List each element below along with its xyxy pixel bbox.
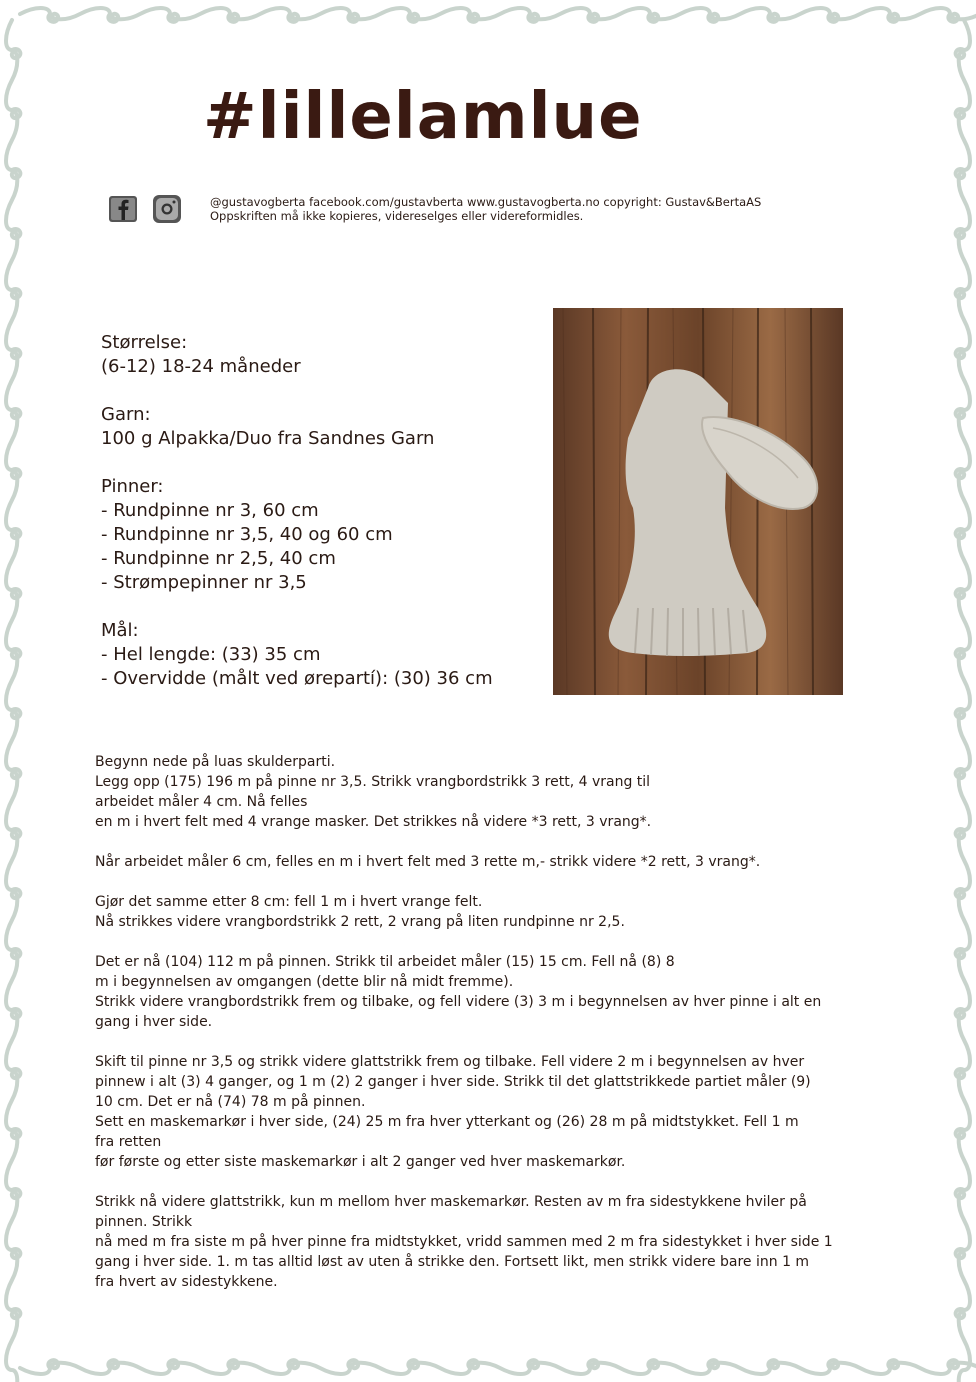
yarn-block <box>101 403 493 451</box>
instruction-line: fra retten <box>95 1134 162 1150</box>
instruction-line: Strikk videre vrangbordstrikk frem og tilbake, og fell videre (3) 3 m i begynnelsen av hver pinne i alt en <box>95 994 822 1010</box>
instruction-line: en m i hvert felt med 4 vrange masker. Det strikkes nå videre *3 rett, 3 vrang*. <box>95 814 652 830</box>
yarn-label: Garn: <box>101 404 151 425</box>
instruction-line: arbeidet måler 4 cm. Nå felles <box>95 794 308 810</box>
size-value: (6-12) 18-24 måneder <box>101 356 301 377</box>
instruction-line: Legg opp (175) 196 m på pinne nr 3,5. Strikk vrangbordstrikk 3 rett, 4 vrang til <box>95 774 651 790</box>
instruction-paragraph <box>95 1052 885 1172</box>
instruction-line: pinnen. Strikk <box>95 1214 193 1230</box>
measures-label: Mål: <box>101 620 139 641</box>
instruction-line: Gjør det samme etter 8 cm: fell 1 m i hvert vrange felt. <box>95 894 483 910</box>
needle-item: - Rundpinne nr 3,5, 40 og 60 cm <box>101 524 393 545</box>
instruction-line: nå med m fra siste m på hver pinne fra midtstykket, vridd sammen med 2 m fra sidestykket i hver side 1 <box>95 1234 833 1250</box>
pattern-title: #lillelamlue <box>203 80 643 154</box>
knitted-hat-photo <box>553 308 843 695</box>
social-icons <box>107 193 183 225</box>
needle-item: - Rundpinne nr 3, 60 cm <box>101 500 319 521</box>
size-block <box>101 331 493 379</box>
instruction-line: m i begynnelsen av omgangen (dette blir nå midt fremme). <box>95 974 514 990</box>
instruction-line: 10 cm. Det er nå (74) 78 m på pinnen. <box>95 1094 366 1110</box>
instruction-line: Nå strikkes videre vrangbordstrikk 2 rett, 2 vrang på liten rundpinne nr 2,5. <box>95 914 625 930</box>
instruction-line: gang i hver side. <box>95 1014 213 1030</box>
facebook-icon[interactable] <box>107 193 139 225</box>
instruction-line: Når arbeidet måler 6 cm, felles en m i hvert felt med 3 rette m,- strikk videre *2 rett, 3 vrang*. <box>95 854 761 870</box>
instruction-line: Strikk nå videre glattstrikk, kun m mellom hver maskemarkør. Resten av m fra sidestykkene hviler på <box>95 1194 807 1210</box>
measure-item: - Hel lengde: (33) 35 cm <box>101 644 321 665</box>
instruction-paragraph <box>95 1192 885 1292</box>
needle-item: - Strømpepinner nr 3,5 <box>101 572 307 593</box>
instruction-paragraph <box>95 852 885 872</box>
measure-item: - Overvidde (målt ved ørepartí): (30) 36 cm <box>101 668 493 689</box>
instruction-paragraph <box>95 952 885 1032</box>
instruction-line: før første og etter siste maskemarkør i alt 2 ganger ved hver maskemarkør. <box>95 1154 626 1170</box>
yarn-value: 100 g Alpakka/Duo fra Sandnes Garn <box>101 428 435 449</box>
measures-block <box>101 619 493 691</box>
needles-label: Pinner: <box>101 476 164 497</box>
instruction-line: Sett en maskemarkør i hver side, (24) 25 m fra hver ytterkant og (26) 28 m på midtstykket. Fell 1 m <box>95 1114 799 1130</box>
instruction-paragraph <box>95 752 885 832</box>
specifications <box>101 331 493 691</box>
copyright-notice: Oppskriften må ikke kopieres, videreselges eller videreformidles. <box>210 209 584 223</box>
instruction-paragraph <box>95 892 885 932</box>
instructions <box>95 752 885 1312</box>
instruction-line: fra hvert av sidestykkene. <box>95 1274 278 1290</box>
instruction-line: Det er nå (104) 112 m på pinnen. Strikk til arbeidet måler (15) 15 cm. Fell nå (8) 8 <box>95 954 675 970</box>
credits-line: @gustavogberta facebook.com/gustavberta www.gustavogberta.no copyright: Gustav&BertaAS <box>210 195 762 209</box>
instruction-line: pinnew i alt (3) 4 ganger, og 1 m (2) 2 ganger i hver side. Strikk til det glattstrikkede partiet måler (9) <box>95 1074 811 1090</box>
instagram-icon[interactable] <box>151 193 183 225</box>
instruction-line: Begynn nede på luas skulderparti. <box>95 754 336 770</box>
needle-item: - Rundpinne nr 2,5, 40 cm <box>101 548 336 569</box>
needles-block <box>101 475 493 595</box>
credits-text <box>210 195 761 223</box>
instruction-line: Skift til pinne nr 3,5 og strikk videre glattstrikk frem og tilbake. Fell videre 2 m i begynnelsen av hver <box>95 1054 805 1070</box>
size-label: Størrelse: <box>101 332 188 353</box>
instruction-line: gang i hver side. 1. m tas alltid løst av uten å strikke den. Fortsett likt, men strikk videre bare inn 1 m <box>95 1254 810 1270</box>
